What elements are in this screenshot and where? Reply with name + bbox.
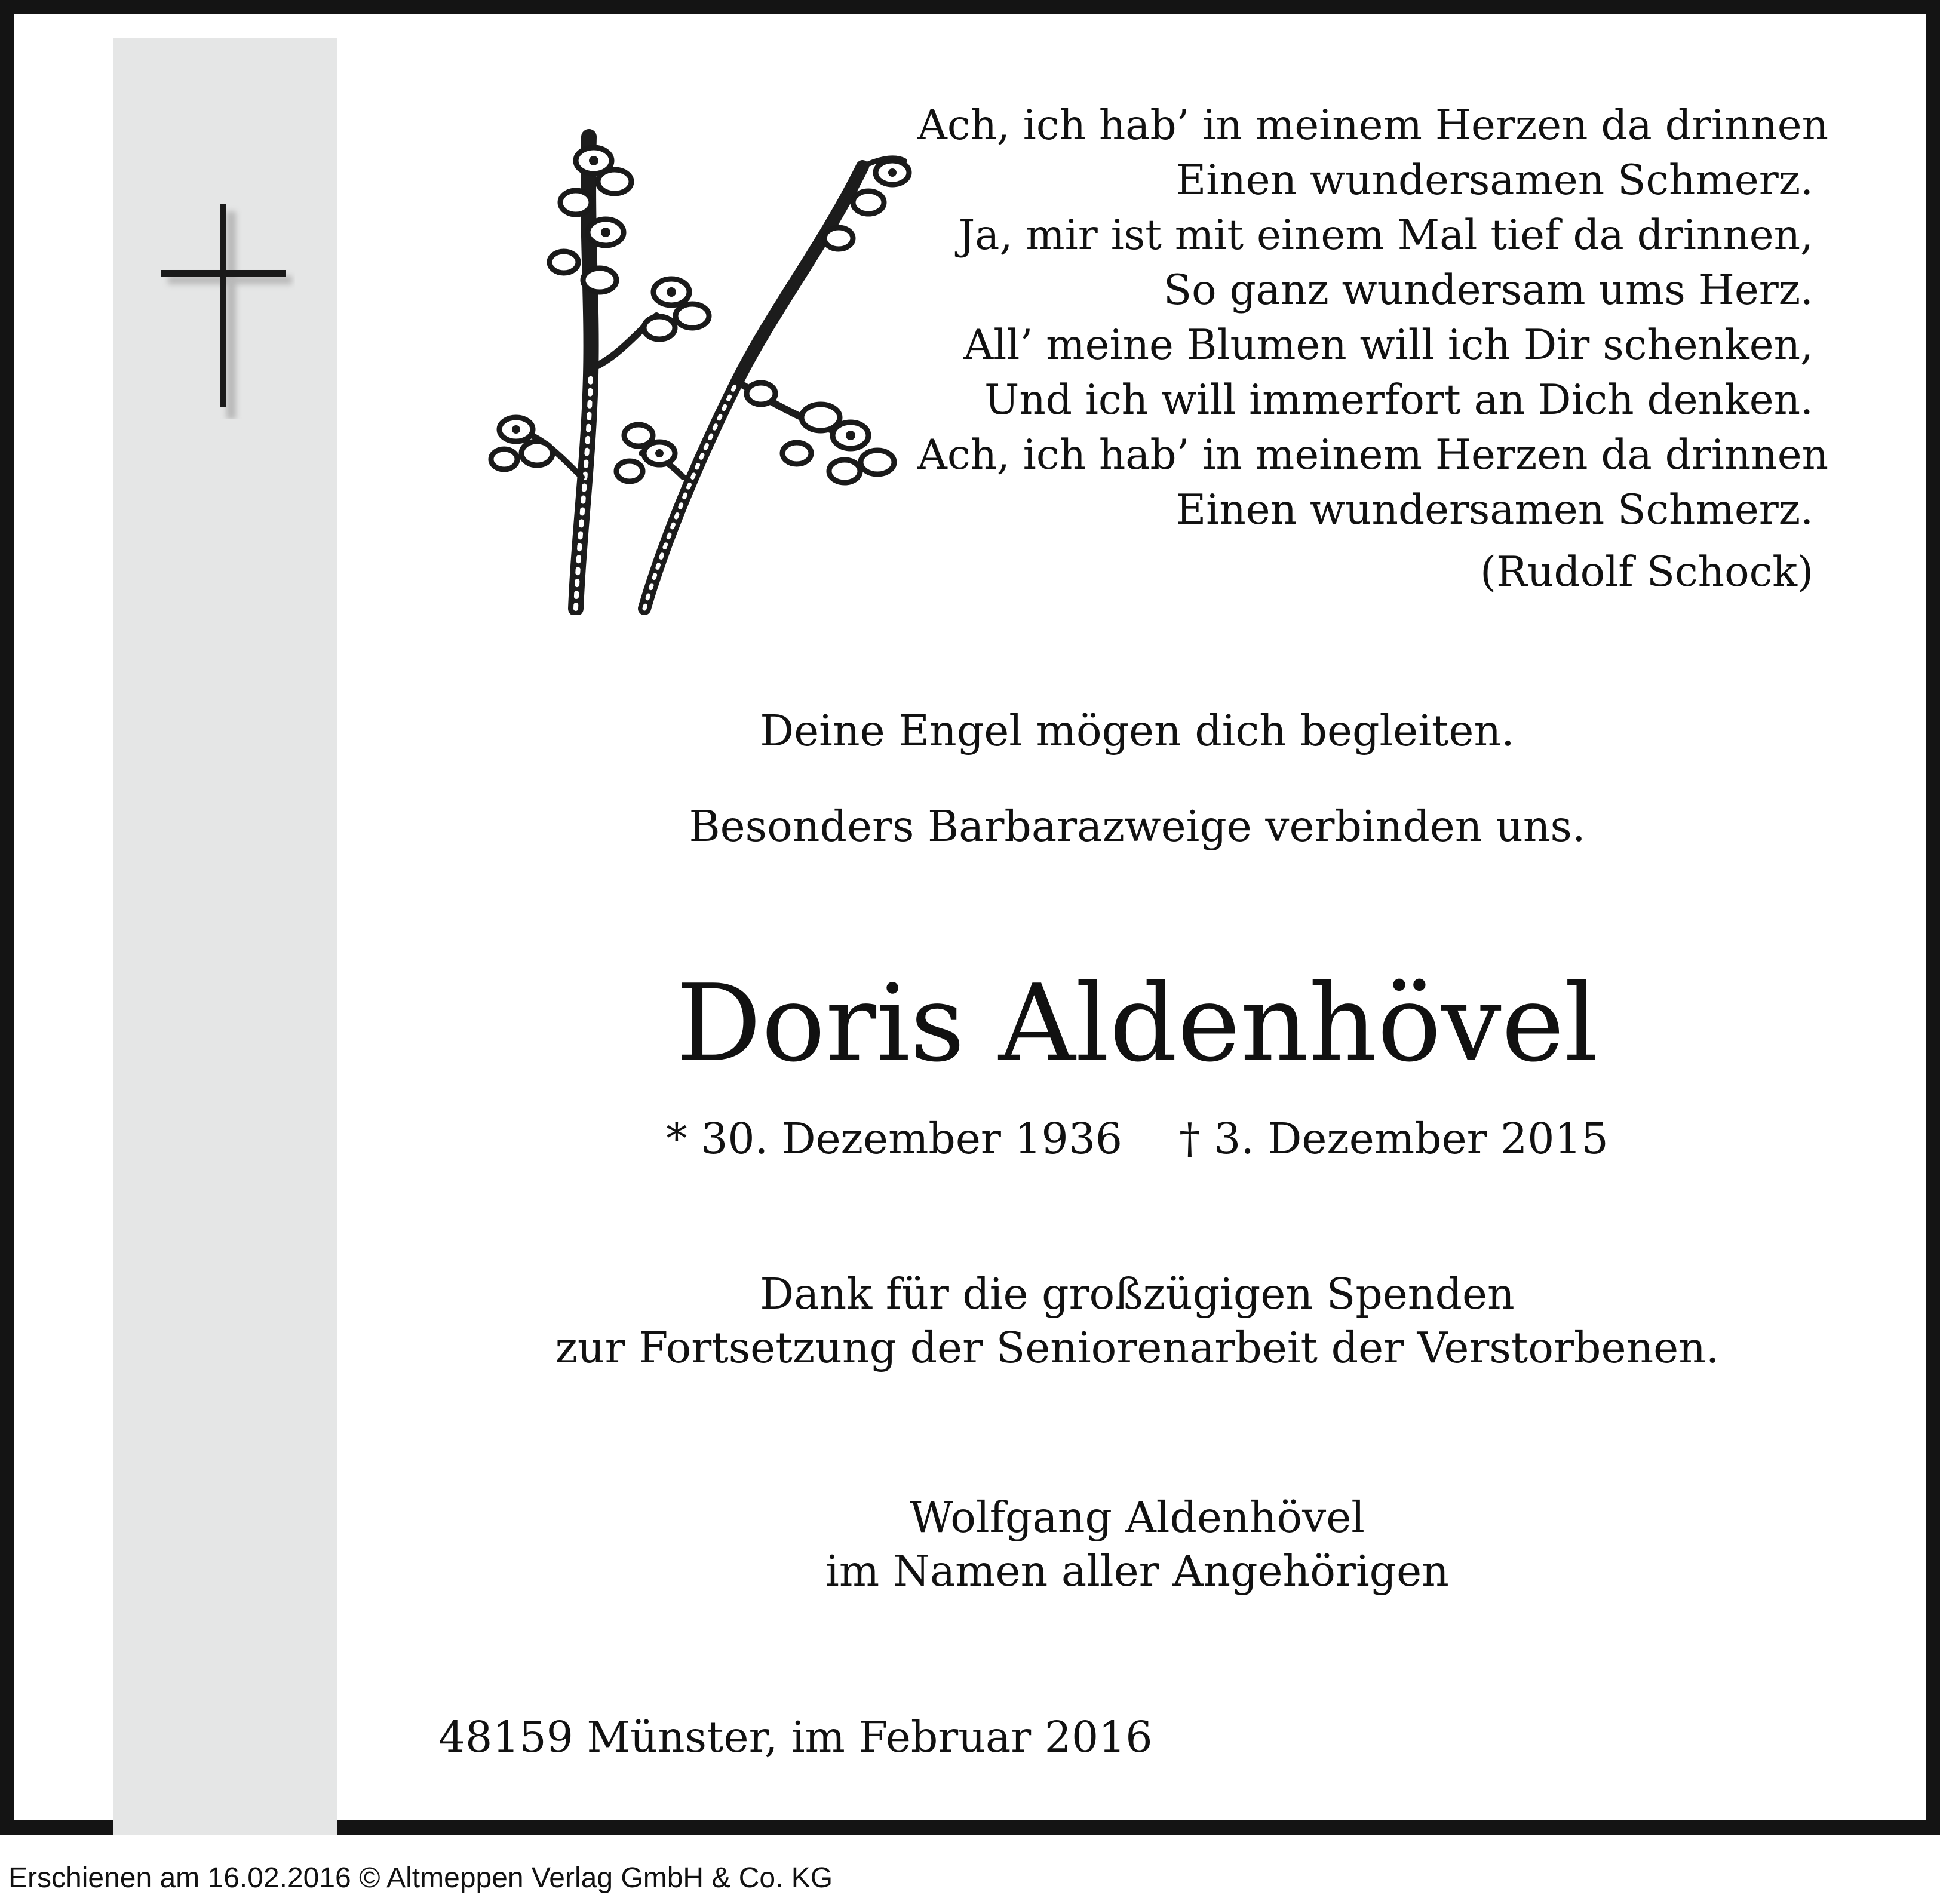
poem-line: So ganz wundersam ums Herz. [1163, 266, 1813, 314]
poem-line: Ach, ich hab’ in meinem Herzen da drinnen [917, 102, 1829, 149]
poem-line: Ja, mir ist mit einem Mal tief da drinnen, [958, 211, 1813, 259]
poem-author: (Rudolf Schock) [1480, 548, 1813, 596]
poem-line: Ach, ich hab’ in meinem Herzen da drinnen [917, 431, 1829, 479]
life-dates [349, 1112, 1926, 1166]
signature [349, 1491, 1926, 1598]
thanks-line: zur Fortsetzung der Seniorenarbeit der Verstorbenen. [555, 1323, 1720, 1372]
blessing-text: Deine Engel mögen dich begleiten. [760, 706, 1515, 756]
poem-line: Und ich will immerfort an Dich denken. [984, 376, 1813, 424]
poem [917, 98, 1829, 600]
poem-line: Einen wundersamen Schmerz. [1175, 486, 1813, 534]
poem-line: Einen wundersamen Schmerz. [1175, 156, 1813, 204]
thanks-text [349, 1267, 1926, 1375]
publication-footer: Erschienen am 16.02.2016 © Altmeppen Verlag GmbH & Co. KG [8, 1862, 833, 1894]
deceased-name: Doris Aldenhövel [676, 962, 1598, 1085]
birth-date: * 30. Dezember 1936 [666, 1114, 1123, 1163]
death-date: † 3. Dezember 2015 [1179, 1114, 1609, 1163]
barbara-text: Besonders Barbarazweige verbinden uns. [689, 801, 1586, 851]
place-date: 48159 Münster, im Februar 2016 [438, 1712, 1153, 1762]
poem-line: All’ meine Blumen will ich Dir schenken, [963, 321, 1813, 369]
thanks-line: Dank für die großzügigen Spenden [760, 1269, 1515, 1319]
barbara-branches-illustration [486, 119, 964, 615]
signature-name: Wolfgang Aldenhövel [910, 1493, 1365, 1542]
signature-subtitle: im Namen aller Angehörigen [825, 1546, 1449, 1596]
cross-icon [158, 204, 295, 419]
